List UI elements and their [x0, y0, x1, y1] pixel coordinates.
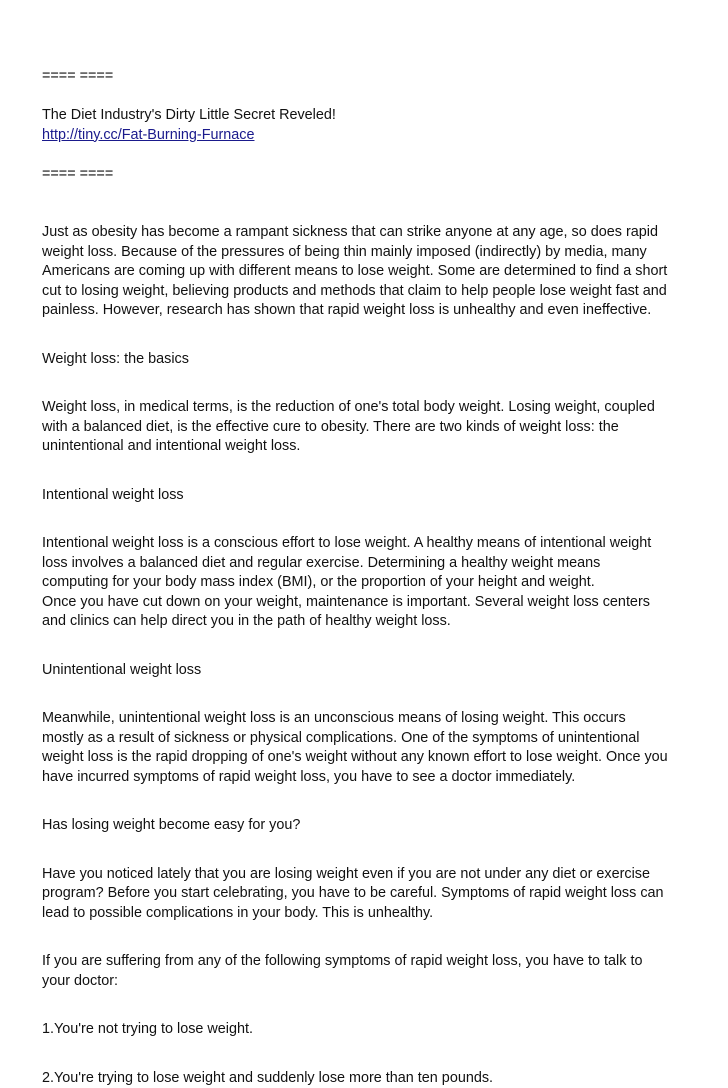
text-line: Weight loss, in medical terms, is the reduction of one's total body weight. Losing weight, coupled [42, 398, 692, 418]
text-line: Americans are coming up with different means to lose weight. Some are determined to find a short [42, 262, 692, 282]
list-item: 2.You're trying to lose weight and suddenly lose more than ten pounds. [42, 1069, 692, 1088]
text-line: If you are suffering from any of the following symptoms of rapid weight loss, you have to talk to [42, 952, 692, 972]
text-line: painless. However, research has shown that rapid weight loss is unhealthy and even ineffective. [42, 301, 692, 321]
promo-link[interactable]: http://tiny.cc/Fat-Burning-Furnace [42, 127, 254, 143]
text-line: weight loss. Because of the pressures of being thin mainly imposed (indirectly) by media, many [42, 243, 692, 263]
section-heading: Unintentional weight loss [42, 661, 692, 681]
text-line: and clinics can help direct you in the path of healthy weight loss. [42, 612, 692, 632]
unintentional-paragraph [42, 709, 692, 787]
text-line: have incurred symptoms of rapid weight loss, you have to see a doctor immediately. [42, 768, 692, 788]
document-page [42, 67, 692, 1088]
list-item: 1.You're not trying to lose weight. [42, 1020, 692, 1040]
separator-top: ==== ==== [42, 67, 692, 87]
intentional-paragraph [42, 534, 692, 632]
text-line: loss involves a balanced diet and regular exercise. Determining a healthy weight means [42, 554, 692, 574]
text-line: Once you have cut down on your weight, maintenance is important. Several weight loss centers [42, 593, 692, 613]
text-line: Meanwhile, unintentional weight loss is an unconscious means of losing weight. This occurs [42, 709, 692, 729]
text-line: mostly as a result of sickness or physical complications. One of the symptoms of unintentional [42, 729, 692, 749]
text-line: lead to possible complications in your body. This is unhealthy. [42, 904, 692, 924]
intro-paragraph [42, 223, 692, 321]
text-line: Have you noticed lately that you are losing weight even if you are not under any diet or exercise [42, 865, 692, 885]
easy-paragraph [42, 865, 692, 924]
text-line: computing for your body mass index (BMI), or the proportion of your height and weight. [42, 573, 692, 593]
separator-bottom: ==== ==== [42, 165, 692, 185]
text-line: cut to losing weight, believing products and methods that claim to help people lose weight fast and [42, 282, 692, 302]
symptoms-intro-paragraph [42, 952, 692, 991]
section-heading: Weight loss: the basics [42, 350, 692, 370]
text-line: Intentional weight loss is a conscious effort to lose weight. A healthy means of intentional weight [42, 534, 692, 554]
basics-paragraph [42, 398, 692, 457]
text-line: with a balanced diet, is the effective cure to obesity. There are two kinds of weight loss: the [42, 418, 692, 438]
section-heading: Intentional weight loss [42, 486, 692, 506]
text-line: unintentional and intentional weight loss. [42, 437, 692, 457]
text-line: weight loss is the rapid dropping of one's weight without any known effort to lose weight. Once you [42, 748, 692, 768]
text-line: program? Before you start celebrating, you have to be careful. Symptoms of rapid weight loss can [42, 884, 692, 904]
text-line: your doctor: [42, 972, 692, 992]
document-title: The Diet Industry's Dirty Little Secret Reveled! [42, 106, 692, 126]
section-heading: Has losing weight become easy for you? [42, 816, 692, 836]
text-line: Just as obesity has become a rampant sickness that can strike anyone at any age, so does rapid [42, 223, 692, 243]
